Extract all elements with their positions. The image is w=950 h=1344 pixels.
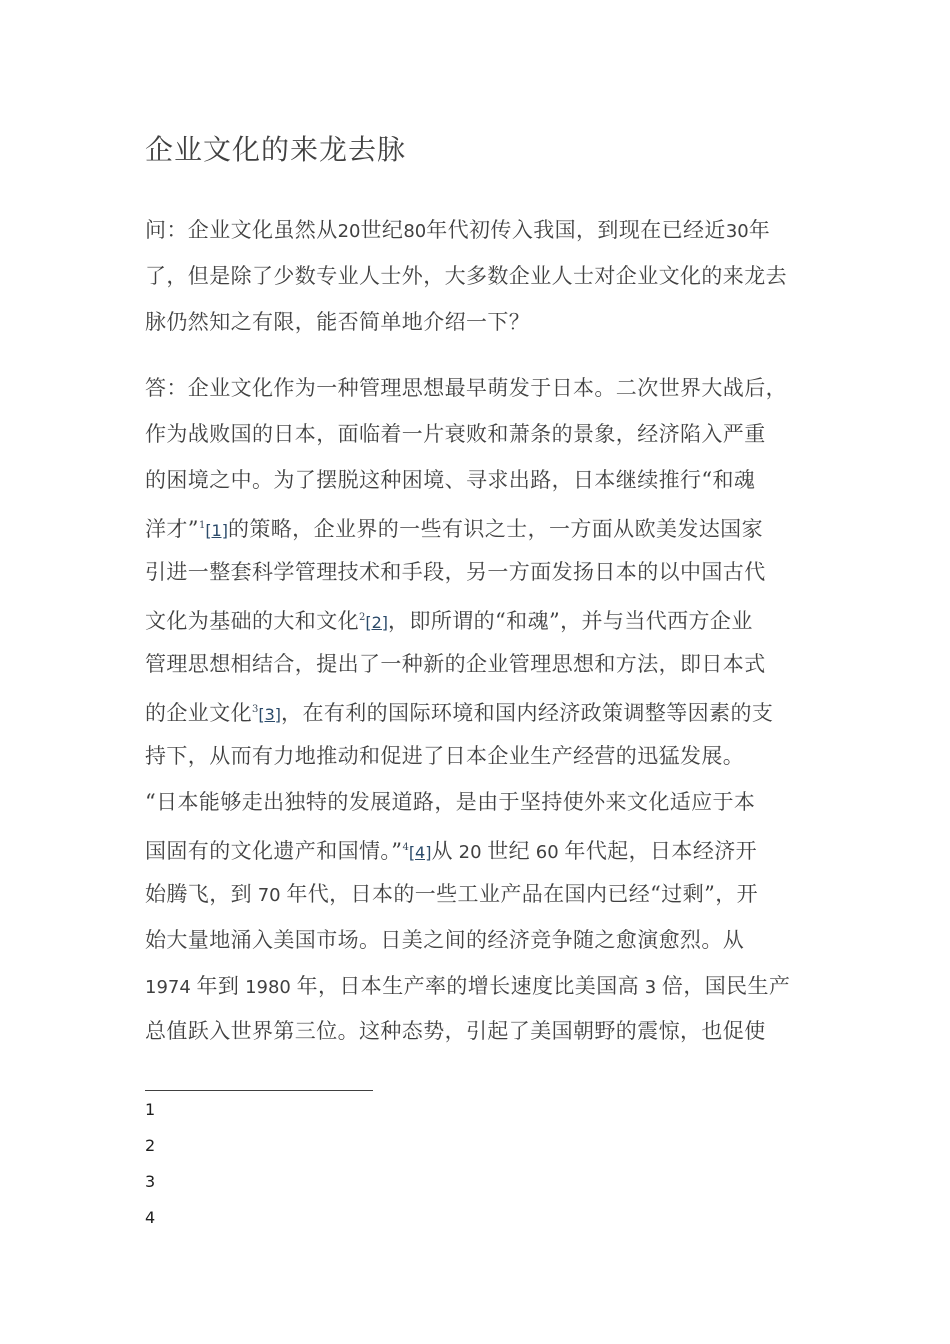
text-line xyxy=(145,696,773,729)
text-segment: 始腾飞，到 xyxy=(145,882,252,906)
text-line xyxy=(145,834,757,867)
text-segment: 文化为基础的大和文化 xyxy=(145,609,359,633)
text-line xyxy=(145,374,787,402)
text-line xyxy=(145,604,753,637)
text-line xyxy=(145,466,755,494)
number-text: 20 xyxy=(337,221,361,242)
text-segment: 年代起，日本经济开 xyxy=(564,839,758,863)
text-line xyxy=(145,308,530,336)
text-segment: 持下，从而有力地推动和促进了日本企业生产经营的迅猛发展。 xyxy=(145,744,745,768)
text-line xyxy=(145,972,790,1002)
text-line xyxy=(145,926,744,954)
text-line xyxy=(145,788,755,816)
text-segment: 脉仍然知之有限，能否简单地介绍一下？ xyxy=(145,310,531,334)
text-segment: 国固有的文化遗产和国情。” xyxy=(145,839,403,863)
text-segment: 的企业文化 xyxy=(145,701,252,725)
text-line xyxy=(145,262,787,290)
text-segment: 年代，日本的一些工业产品在国内已经“过剩”，开 xyxy=(286,882,759,906)
footnote-item: 1 xyxy=(145,1100,156,1119)
text-segment: “日本能够走出独特的发展道路，是由于坚持使外来文化适应于本 xyxy=(145,790,756,814)
text-segment: ，即所谓的“和魂”，并与当代西方企业 xyxy=(388,609,753,633)
text-segment: 年代初传入我国，到现在已经近 xyxy=(426,218,726,242)
footnote-link[interactable]: [3] xyxy=(258,705,282,724)
page-title: 企业文化的来龙去脉 xyxy=(145,133,407,166)
text-segment: 答：企业文化作为一种管理思想最早萌发于日本。二次世界大战后， xyxy=(145,376,787,400)
footnote-marker: 1 xyxy=(198,520,206,531)
text-line xyxy=(145,1017,766,1045)
footnote-item: 4 xyxy=(145,1208,156,1227)
text-segment: 年 xyxy=(748,218,771,242)
number-text: 60 xyxy=(530,842,565,863)
number-text: 3 xyxy=(639,977,662,998)
text-segment: 世纪 xyxy=(487,839,531,863)
footnote-link[interactable]: [1] xyxy=(205,521,228,540)
footnote-marker: 3 xyxy=(252,704,259,715)
text-line xyxy=(145,880,758,910)
footnote-marker: 2 xyxy=(359,612,366,623)
text-segment: 了，但是除了少数专业人士外，大多数企业人士对企业文化的来龙去 xyxy=(145,264,787,288)
footnote-item: 3 xyxy=(145,1172,156,1191)
text-segment: 倍，国民生产 xyxy=(661,974,791,998)
footnote-item: 2 xyxy=(145,1136,156,1155)
number-text: 20 xyxy=(452,842,488,863)
text-line xyxy=(145,558,766,586)
text-segment: 洋才” xyxy=(145,517,199,541)
text-segment: 问：企业文化虽然从 xyxy=(145,218,338,242)
text-line xyxy=(145,650,766,678)
text-segment: 年到 xyxy=(196,974,240,998)
number-text: 30 xyxy=(725,221,749,242)
text-segment: 始大量地涌入美国市场。日美之间的经济竞争随之愈演愈烈。从 xyxy=(145,928,745,952)
number-text: 1974 xyxy=(145,977,197,998)
text-line xyxy=(145,742,744,770)
text-line xyxy=(145,420,766,448)
text-segment: 世纪 xyxy=(360,218,404,242)
number-text: 70 xyxy=(252,885,287,906)
text-line xyxy=(145,512,763,545)
footnote-link[interactable]: [2] xyxy=(365,613,389,632)
text-segment: 管理思想相结合，提出了一种新的企业管理思想和方法，即日本式 xyxy=(145,652,766,676)
footnote-link[interactable]: [4] xyxy=(408,843,432,862)
text-segment: 从 xyxy=(431,839,453,863)
text-segment: 的策略，企业界的一些有识之士，一方面从欧美发达国家 xyxy=(227,517,763,541)
text-line xyxy=(145,216,770,246)
text-segment: 年，日本生产率的增长速度比美国高 xyxy=(296,974,640,998)
footnote-marker: 4 xyxy=(402,842,409,853)
text-segment: ，在有利的国际环境和国内经济政策调整等因素的支 xyxy=(281,701,774,725)
number-text: 80 xyxy=(403,221,427,242)
text-segment: 引进一整套科学管理技术和手段，另一方面发扬日本的以中国古代 xyxy=(145,560,766,584)
footnote-separator xyxy=(145,1090,373,1091)
text-segment: 总值跃入世界第三位。这种态势，引起了美国朝野的震惊，也促使 xyxy=(145,1019,766,1043)
number-text: 1980 xyxy=(239,977,297,998)
text-segment: 的困境之中。为了摆脱这种困境、寻求出路，日本继续推行“和魂 xyxy=(145,468,756,492)
text-segment: 作为战败国的日本，面临着一片衰败和萧条的景象，经济陷入严重 xyxy=(145,422,766,446)
